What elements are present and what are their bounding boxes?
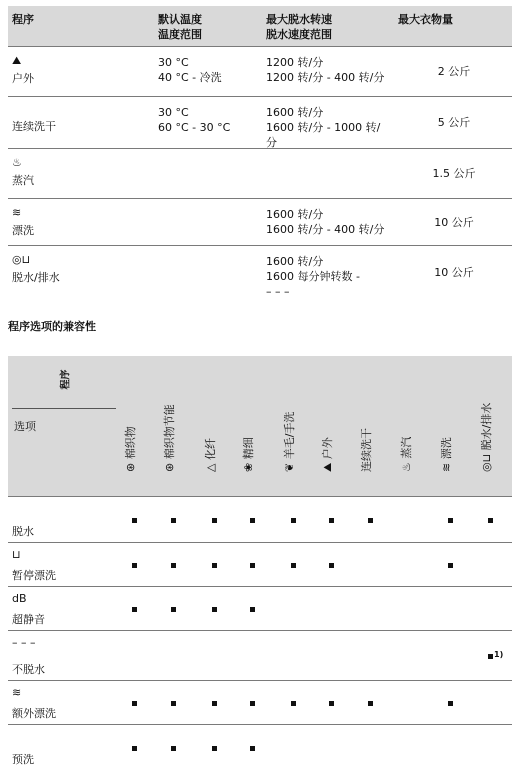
- header-temp: 默认温度 温度范围: [158, 13, 202, 41]
- option-row: [8, 630, 512, 680]
- column-header: [281, 412, 297, 472]
- compatible-mark: [448, 563, 453, 568]
- column-label: 精细: [242, 437, 255, 460]
- rinse-icon: ≋: [12, 206, 22, 219]
- compatible-mark: [132, 607, 137, 612]
- column-label: 棉织物: [124, 426, 137, 460]
- compatible-mark: [250, 563, 255, 568]
- column-header: [240, 437, 256, 472]
- program-row: [8, 245, 512, 299]
- compatible-mark: [250, 518, 255, 523]
- option-row: [8, 680, 512, 724]
- program-temp: 30 °C 40 °C - 冷洗: [158, 56, 222, 84]
- column-header: [161, 404, 177, 472]
- program-row: [8, 46, 512, 96]
- header-divider: [12, 408, 116, 409]
- rinse-hold-icon: ⊔: [12, 548, 21, 561]
- steam-icon: ♨: [400, 462, 413, 472]
- column-label: 化纤: [204, 438, 217, 461]
- compatible-mark: [212, 746, 217, 751]
- extra-rinse-icon: ≋: [12, 686, 22, 699]
- compatible-mark: [250, 746, 255, 751]
- program-spin: 1200 转/分 1200 转/分 - 400 转/分: [266, 56, 385, 84]
- program-load: 1.5 公斤: [432, 167, 476, 180]
- program-spin: 1600 转/分 1600 每分钟转数 - – – –: [266, 255, 360, 298]
- option-row: [8, 586, 512, 630]
- section-title: 程序选项的兼容性: [8, 320, 96, 333]
- option-label: 超静音: [12, 613, 45, 626]
- header-program: 程序: [12, 13, 34, 26]
- header-spin: 最大脱水转速 脱水速度范围: [266, 13, 332, 41]
- header-program-label: 程序: [60, 369, 72, 390]
- compatible-mark: [132, 518, 137, 523]
- compatible-mark: [250, 607, 255, 612]
- db-icon: dB: [12, 592, 27, 605]
- option-row: [8, 496, 512, 542]
- compatible-mark: [329, 563, 334, 568]
- compatible-mark: [329, 701, 334, 706]
- program-name: 户外: [12, 72, 34, 85]
- compatible-mark: [291, 701, 296, 706]
- spin-drain-icon: ◎⊔: [12, 253, 31, 266]
- program-name: 连续洗干: [12, 120, 56, 133]
- compatible-mark: [368, 701, 373, 706]
- compatible-mark: [212, 563, 217, 568]
- program-row: [8, 198, 512, 245]
- compat-table-header: [8, 356, 512, 496]
- option-row: [8, 542, 512, 586]
- program-row: [8, 148, 512, 198]
- compatible-mark: [291, 518, 296, 523]
- rinse-icon: ≋: [440, 462, 453, 472]
- compatible-mark: [488, 654, 493, 659]
- compatible-mark: [171, 518, 176, 523]
- program-spin: 1600 转/分 1600 转/分 - 400 转/分: [266, 208, 385, 236]
- column-header: [358, 428, 374, 472]
- column-label: 棉织物节能: [163, 404, 176, 460]
- compatible-mark: [448, 518, 453, 523]
- program-load: 2 公斤: [437, 65, 471, 78]
- program-name: 脱水/排水: [12, 271, 60, 284]
- header-option-label: 选项: [14, 420, 36, 433]
- column-label: 脱水/排水: [480, 402, 493, 451]
- option-label: 暂停漂洗: [12, 569, 56, 582]
- wool-handwash-icon: ❦: [283, 462, 296, 472]
- program-spin: 1600 转/分 1600 转/分 - 1000 转/ 分: [266, 106, 381, 149]
- compatible-mark: [212, 518, 217, 523]
- compatible-mark: [488, 518, 493, 523]
- option-label: 脱水: [12, 525, 34, 538]
- compatible-mark: [171, 607, 176, 612]
- program-load: 10 公斤: [434, 266, 474, 279]
- compatible-mark: [250, 701, 255, 706]
- program-table: [8, 6, 512, 299]
- compatible-mark: [132, 701, 137, 706]
- compat-table: [8, 356, 512, 770]
- compatible-mark: [171, 701, 176, 706]
- column-header: [478, 403, 494, 472]
- steam-icon: ♨: [12, 156, 22, 169]
- program-name: 漂洗: [12, 224, 34, 237]
- column-header: [122, 426, 138, 472]
- compatible-mark: [171, 746, 176, 751]
- compatible-mark: [291, 563, 296, 568]
- option-label: 预洗: [12, 753, 34, 766]
- compatible-mark: [132, 746, 137, 751]
- header-load: 最大衣物量: [398, 13, 453, 26]
- outdoor-icon: ⛰: [12, 54, 22, 67]
- option-row: [8, 724, 512, 770]
- cotton-icon: ⊛: [124, 462, 137, 472]
- compatible-mark: [448, 701, 453, 706]
- column-label: 漂洗: [440, 437, 453, 460]
- no-spin-icon: – – –: [12, 636, 36, 649]
- synthetic-icon: △: [204, 463, 217, 472]
- program-load: 10 公斤: [434, 216, 474, 229]
- outdoor-icon: ⛰: [321, 462, 334, 472]
- column-header: [438, 437, 454, 472]
- compatible-mark: [329, 518, 334, 523]
- delicate-icon: ❀: [242, 462, 255, 472]
- column-header: [319, 437, 335, 472]
- compatible-mark: [132, 563, 137, 568]
- program-load: 5 公斤: [437, 116, 471, 129]
- compatible-mark: [212, 607, 217, 612]
- column-label: 连续洗干: [360, 428, 373, 472]
- option-label: 额外漂洗: [12, 707, 56, 720]
- program-row: [8, 96, 512, 148]
- program-temp: 30 °C 60 °C - 30 °C: [158, 106, 231, 134]
- footnote-ref: 1): [494, 650, 504, 659]
- column-header: [202, 438, 218, 472]
- compatible-mark: [212, 701, 217, 706]
- compatible-mark: [368, 518, 373, 523]
- compatible-mark: [171, 563, 176, 568]
- column-label: 户外: [321, 437, 334, 460]
- spin-drain-icon: ◎⊔: [480, 453, 493, 472]
- option-label: 不脱水: [12, 663, 45, 676]
- column-label: 羊毛/手洗: [283, 411, 296, 460]
- cotton-eco-icon: ⊛: [163, 462, 176, 472]
- program-name: 蒸汽: [12, 174, 34, 187]
- column-header: [398, 437, 414, 472]
- column-label: 蒸汽: [400, 436, 413, 459]
- program-table-header: [8, 6, 512, 46]
